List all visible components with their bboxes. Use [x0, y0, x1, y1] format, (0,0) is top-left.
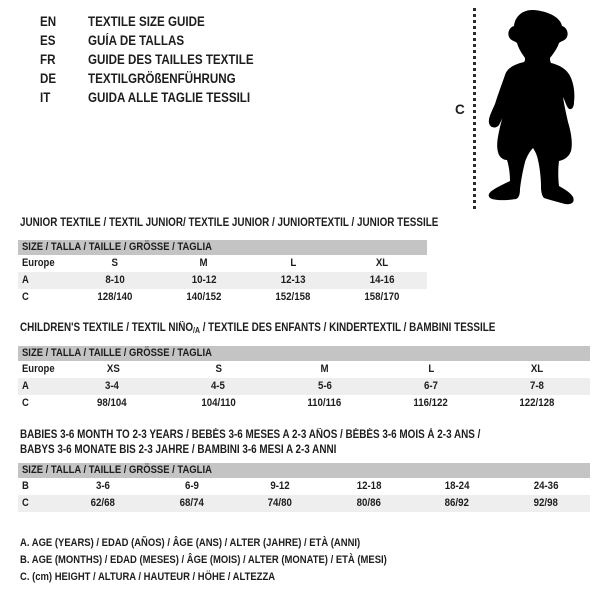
babies-size-table	[18, 463, 590, 512]
table-header-size: SIZE / TALLA / TAILLE / GRÖSSE / TAGLIA	[18, 463, 590, 478]
height-cell: 92/98	[533, 497, 558, 509]
height-cell: 68/74	[179, 497, 204, 509]
list-item	[40, 12, 281, 31]
row-label: C	[22, 497, 29, 509]
table-row	[18, 289, 427, 306]
row-label: B	[22, 480, 29, 492]
size-cell: XL	[530, 363, 544, 375]
section-title-babies: BABIES 3-6 MONTH TO 2-3 YEARS / BEBÉS 3-6 MESES A 2-3 AÑOS / BÉBÉS 3-6 MOIS À 2-3 ANS / BABYS 3-6 MONATE BIS 2-3 JAHRE / BAMBINI 3-6 MESI A 2-3 ANNI	[20, 429, 481, 456]
age-cell: 18-24	[444, 480, 470, 492]
age-cell: 6-7	[423, 380, 438, 392]
size-cell: L	[290, 257, 297, 269]
height-cell: 152/158	[275, 291, 311, 303]
height-cell: 74/80	[268, 497, 293, 509]
height-cell: 110/116	[307, 397, 342, 409]
table-header-size: SIZE / TALLA / TAILLE / GRÖSSE / TAGLIA	[18, 240, 427, 255]
list-item	[40, 31, 281, 50]
height-cell: 104/110	[201, 397, 236, 409]
height-cell: 158/170	[364, 291, 400, 303]
language-code: ES	[40, 33, 56, 48]
height-measure-label: C	[455, 102, 465, 117]
subscript-text: /A	[193, 326, 200, 335]
size-cell: S	[111, 257, 118, 269]
table-row	[18, 478, 590, 495]
age-cell: 6-9	[184, 480, 199, 492]
list-item	[40, 69, 281, 88]
size-cell: XS	[106, 363, 120, 375]
table-row	[18, 395, 590, 412]
legend-line-c: C. (cm) HEIGHT / ALTURA / HAUTEUR / HÖHE / ALTEZZA	[20, 571, 276, 583]
row-label: A	[22, 274, 29, 286]
children-size-table	[18, 346, 590, 412]
size-cell: M	[320, 363, 329, 375]
language-label: TEXTILGRÖßENFÜHRUNG	[88, 71, 236, 86]
junior-size-table	[18, 240, 427, 306]
height-cell: 140/152	[186, 291, 222, 303]
height-cell: 98/104	[97, 397, 127, 409]
table-header-size: SIZE / TALLA / TAILLE / GRÖSSE / TAGLIA	[18, 346, 590, 361]
row-label: C	[22, 291, 29, 303]
language-code: FR	[40, 52, 56, 67]
height-measure-dotted-line	[473, 8, 476, 209]
language-label: GUIDA ALLE TAGLIE TESSILI	[88, 90, 251, 105]
age-cell: 10-12	[191, 274, 217, 286]
table-row	[18, 378, 590, 395]
list-item	[40, 50, 281, 69]
table-row	[18, 361, 590, 378]
age-cell: 7-8	[529, 380, 544, 392]
age-cell: 9-12	[270, 480, 290, 492]
age-cell: 12-13	[280, 274, 306, 286]
height-cell: 62/68	[91, 497, 116, 509]
age-cell: 5-6	[317, 380, 332, 392]
age-cell: 3-4	[105, 380, 120, 392]
measurement-legend	[20, 535, 447, 586]
list-item	[40, 88, 281, 107]
language-code: DE	[40, 71, 57, 86]
age-cell: 4-5	[211, 380, 226, 392]
height-cell: 86/92	[445, 497, 470, 509]
language-label: TEXTILE SIZE GUIDE	[88, 14, 205, 29]
legend-line-b: B. AGE (MONTHS) / EDAD (MESES) / ÂGE (MOIS) / ALTER (MONATE) / ETÀ (MESI)	[20, 554, 387, 566]
language-code: IT	[40, 90, 51, 105]
height-cell: 122/128	[519, 397, 555, 409]
table-row	[18, 272, 427, 289]
language-list	[40, 12, 281, 107]
size-cell: XL	[376, 257, 389, 269]
row-label: C	[22, 397, 29, 409]
legend-line-a: A. AGE (YEARS) / EDAD (AÑOS) / ÂGE (ANS) / ALTER (JAHRE) / ETÀ (ANNI)	[20, 537, 361, 549]
age-cell: 8-10	[104, 274, 125, 286]
language-label: GUIDE DES TAILLES TEXTILE	[88, 52, 254, 67]
row-label: Europe	[22, 257, 55, 269]
age-cell: 3-6	[96, 480, 111, 492]
age-cell: 24-36	[533, 480, 559, 492]
height-cell: 128/140	[97, 291, 133, 303]
row-label: Europe	[22, 363, 55, 375]
language-code: EN	[40, 14, 57, 29]
size-cell: M	[199, 257, 208, 269]
age-cell: 12-18	[356, 480, 382, 492]
row-label: A	[22, 380, 29, 392]
age-cell: 14-16	[369, 274, 395, 286]
language-label: GUÍA DE TALLAS	[88, 33, 185, 48]
size-cell: S	[215, 363, 223, 375]
table-row	[18, 495, 590, 512]
section-title-junior: JUNIOR TEXTILE / TEXTIL JUNIOR/ TEXTILE JUNIOR / JUNIORTEXTIL / JUNIOR TESSILE	[20, 217, 439, 229]
table-row	[18, 255, 427, 272]
height-cell: 116/122	[413, 397, 448, 409]
section-title-children: CHILDREN'S TEXTILE / TEXTIL $NIÑO_{/A}$ / TEXTILE DES ENFANTS / KINDERTEXTIL / BAMBINI TESSILE	[20, 322, 496, 335]
baby-silhouette-image	[484, 8, 578, 206]
size-cell: L	[427, 363, 434, 375]
height-cell: 80/86	[356, 497, 381, 509]
